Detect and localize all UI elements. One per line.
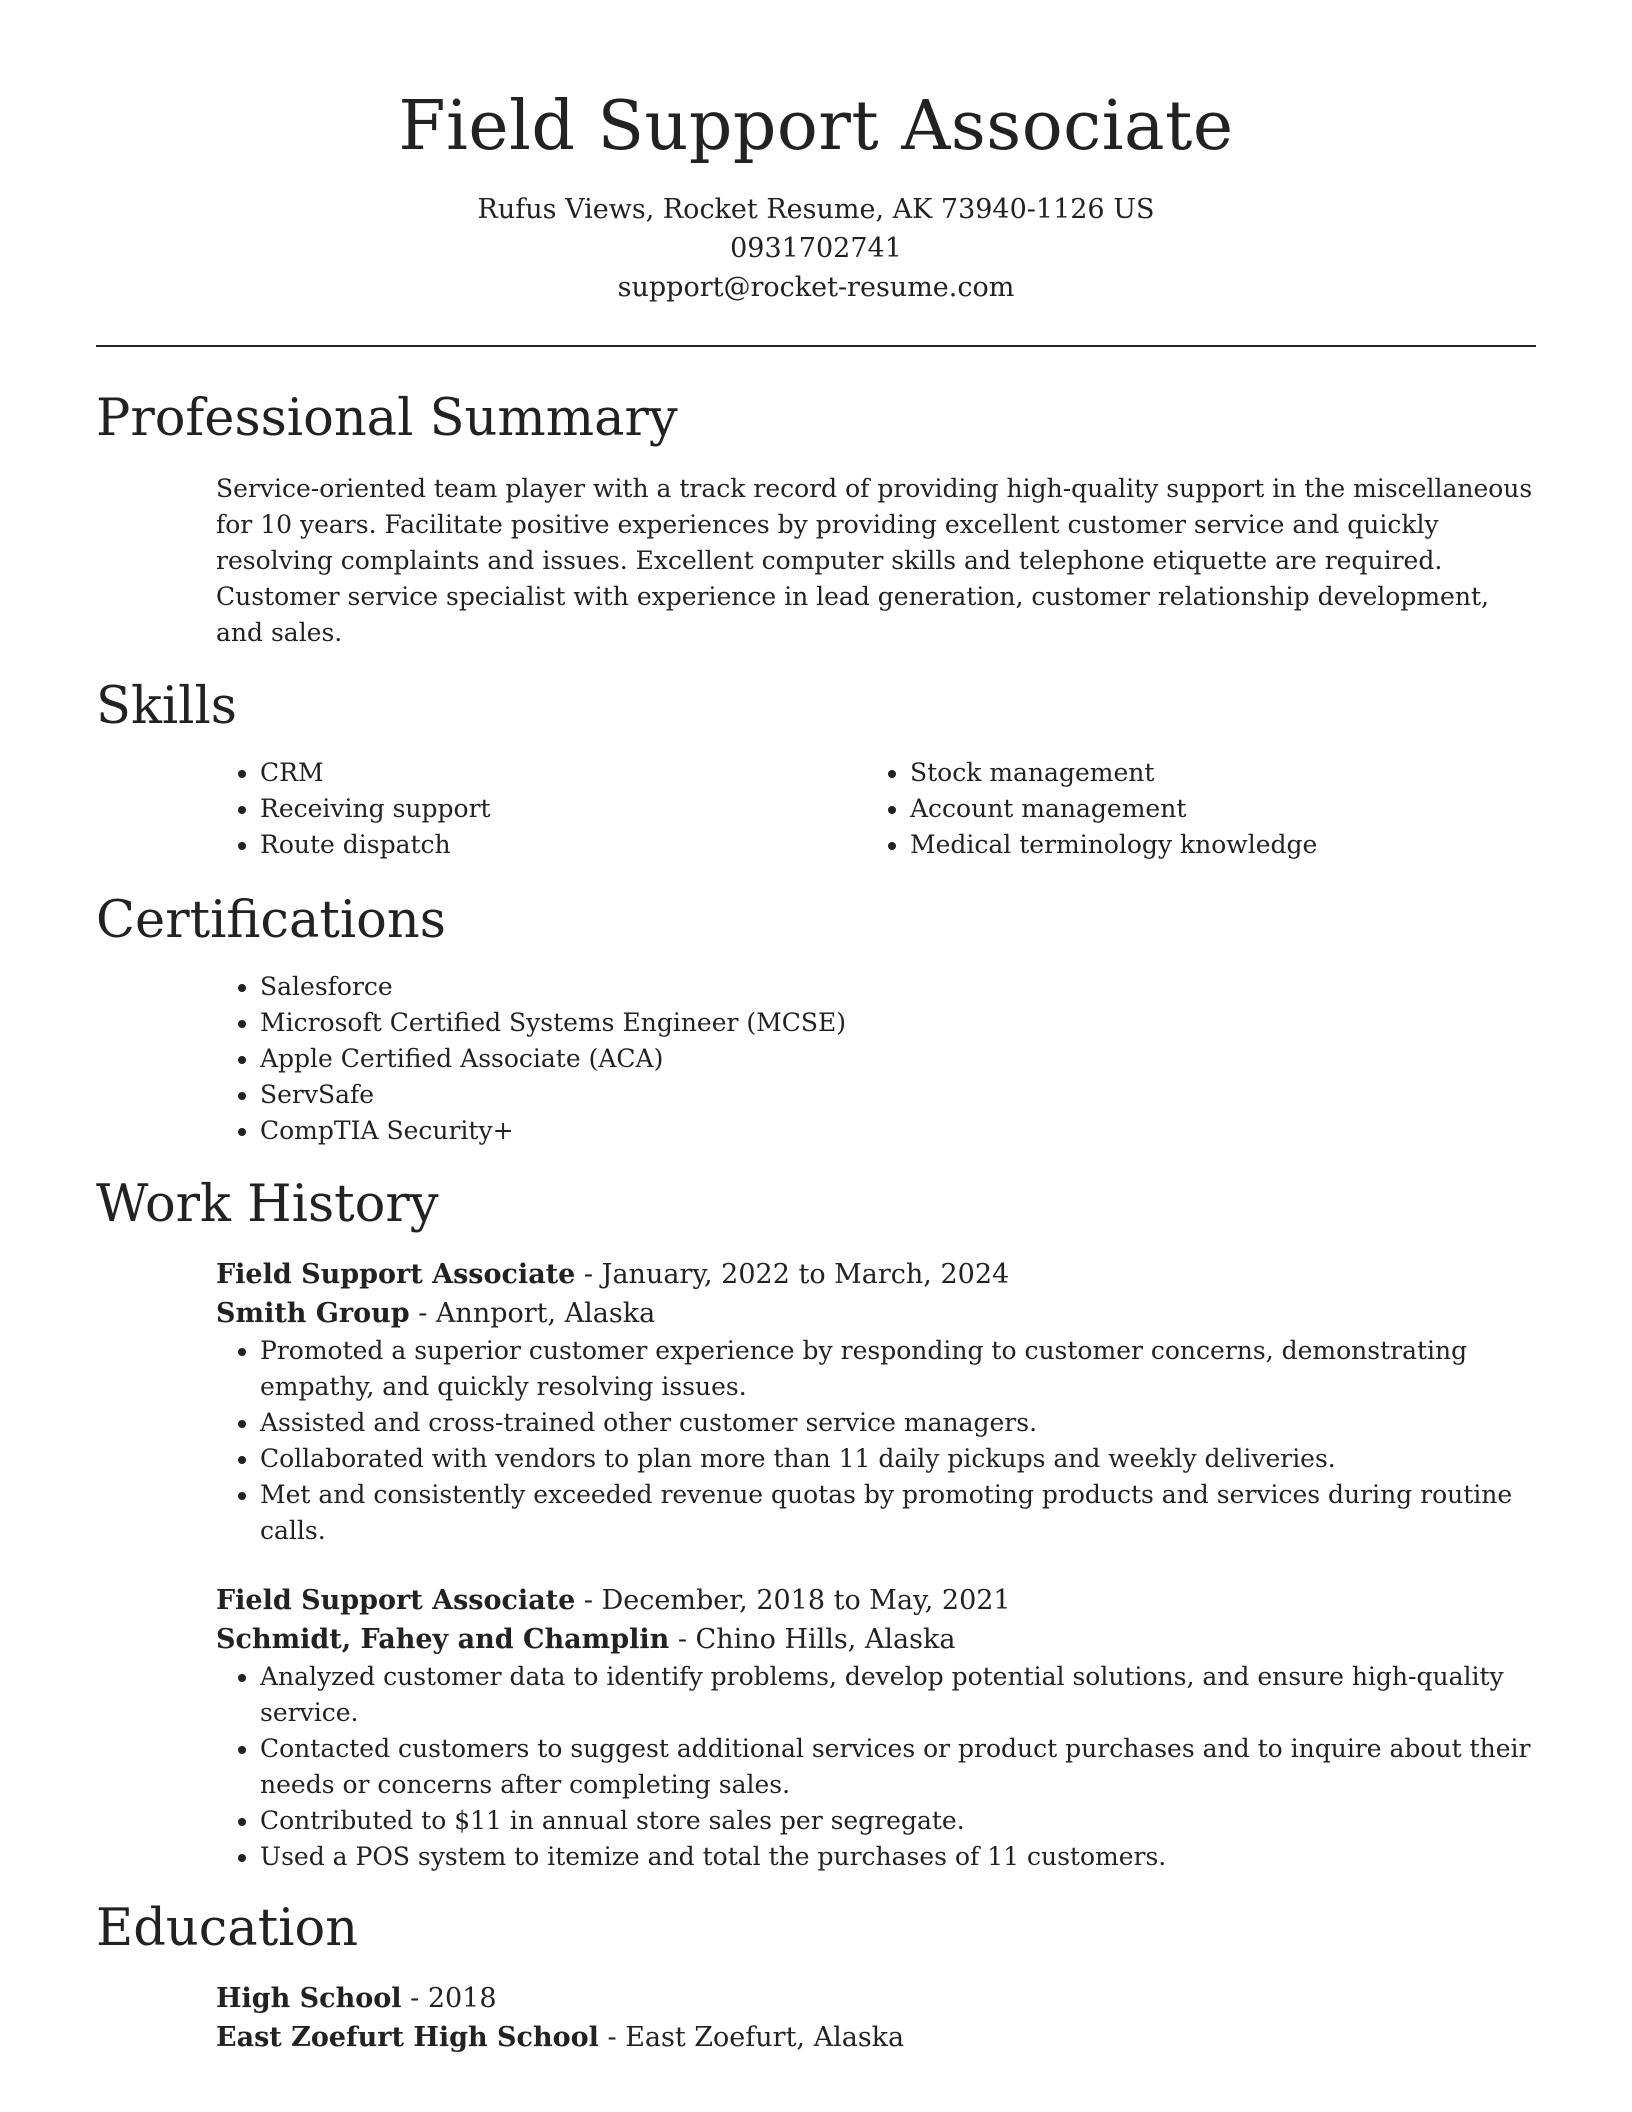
skill-item: • Receiving support	[260, 791, 866, 827]
skill-item: • Stock management	[910, 755, 1516, 791]
job-company: Schmidt, Fahey and Champlin	[216, 1624, 670, 1655]
job-entry	[216, 1581, 1536, 1875]
summary-section	[96, 389, 1536, 651]
degree-line	[216, 1979, 1536, 2018]
skills-grid	[216, 755, 1536, 863]
school-location: - East Zoefurt, Alaska	[598, 2022, 905, 2053]
job-company-line	[216, 1620, 1536, 1659]
skill-item: • Route dispatch	[260, 827, 866, 863]
job-bullet: • Promoted a superior customer experience by responding to customer concerns, demonstrating empathy, and quickly resolving issues.	[260, 1333, 1536, 1405]
certifications-body	[216, 969, 1536, 1149]
job-bullet: • Met and consistently exceeded revenue quotas by promoting products and services during routine calls.	[260, 1477, 1536, 1549]
job-role: Field Support Associate	[216, 1585, 576, 1616]
job-title-line	[216, 1581, 1536, 1620]
job-role: Field Support Associate	[216, 1259, 576, 1290]
job-bullet: • Analyzed customer data to identify problems, develop potential solutions, and ensure high-quality service.	[260, 1659, 1536, 1731]
skill-item: • CRM	[260, 755, 866, 791]
education-entry	[216, 1979, 1536, 2057]
job-bullet: • Assisted and cross-trained other customer service managers.	[260, 1405, 1536, 1441]
job-location: - Annport, Alaska	[409, 1298, 656, 1329]
job-dates: - December, 2018 to May, 2021	[575, 1585, 1011, 1616]
certifications-section	[96, 891, 1536, 1149]
job-bullet: • Collaborated with vendors to plan more than 11 daily pickups and weekly deliveries.	[260, 1441, 1536, 1477]
contact-info	[96, 190, 1536, 307]
certification-item: • CompTIA Security+	[260, 1113, 1536, 1149]
skills-column-right	[866, 755, 1516, 863]
header-divider	[96, 345, 1536, 347]
resume-page	[96, 0, 1536, 2057]
skill-item: • Medical terminology knowledge	[910, 827, 1516, 863]
job-bullet: • Contacted customers to suggest additional services or product purchases and to inquire about their needs or concerns after completing sales.	[260, 1731, 1536, 1803]
job-location: - Chino Hills, Alaska	[669, 1624, 956, 1655]
job-bullets	[216, 1333, 1536, 1549]
job-company-line	[216, 1294, 1536, 1333]
phone: 0931702741	[730, 233, 902, 264]
skills-section	[96, 677, 1536, 863]
education-section	[96, 1899, 1536, 2057]
skills-column-left	[216, 755, 866, 863]
candidate-title: Field Support Associate	[398, 87, 1234, 166]
education-heading: Education	[96, 1899, 359, 1958]
certification-item: • Microsoft Certified Systems Engineer (MCSE)	[260, 1005, 1536, 1041]
school-line	[216, 2018, 1536, 2057]
job-title-line	[216, 1255, 1536, 1294]
job-bullet: • Used a POS system to itemize and total the purchases of 11 customers.	[260, 1839, 1536, 1875]
work-history-heading: Work History	[96, 1175, 439, 1234]
email: support@rocket-resume.com	[617, 272, 1015, 303]
address: Rufus Views, Rocket Resume, AK 73940-1126 US	[477, 194, 1155, 225]
summary-heading: Professional Summary	[96, 389, 678, 448]
skills-heading: Skills	[96, 677, 237, 736]
summary-text: Service-oriented team player with a track record of providing high-quality support in the miscellaneous for 10 years. Facilitate positive experiences by providing excellent customer service and quickly resolving complaints and issues. Excellent computer skills and telephone etiquette are required. Customer service specialist with experience in lead generation, customer relationship development, and sales.	[216, 474, 1533, 647]
certifications-list	[216, 969, 1536, 1149]
graduation-year: - 2018	[401, 1983, 497, 2014]
certification-item: • Salesforce	[260, 969, 1536, 1005]
job-company: Smith Group	[216, 1298, 410, 1329]
certification-item: • ServSafe	[260, 1077, 1536, 1113]
degree: High School	[216, 1983, 402, 2014]
skill-item: • Account management	[910, 791, 1516, 827]
work-history-section	[96, 1175, 1536, 1875]
job-dates: - January, 2022 to March, 2024	[575, 1259, 1010, 1290]
school-name: East Zoefurt High School	[216, 2022, 599, 2053]
skills-list-left	[216, 755, 866, 863]
certification-item: • Apple Certified Associate (ACA)	[260, 1041, 1536, 1077]
job-bullets	[216, 1659, 1536, 1875]
resume-header	[96, 0, 1536, 347]
skills-list-right	[866, 755, 1516, 863]
certifications-heading: Certifications	[96, 891, 446, 950]
job-entry	[216, 1255, 1536, 1549]
job-bullet: • Contributed to $11 in annual store sales per segregate.	[260, 1803, 1536, 1839]
